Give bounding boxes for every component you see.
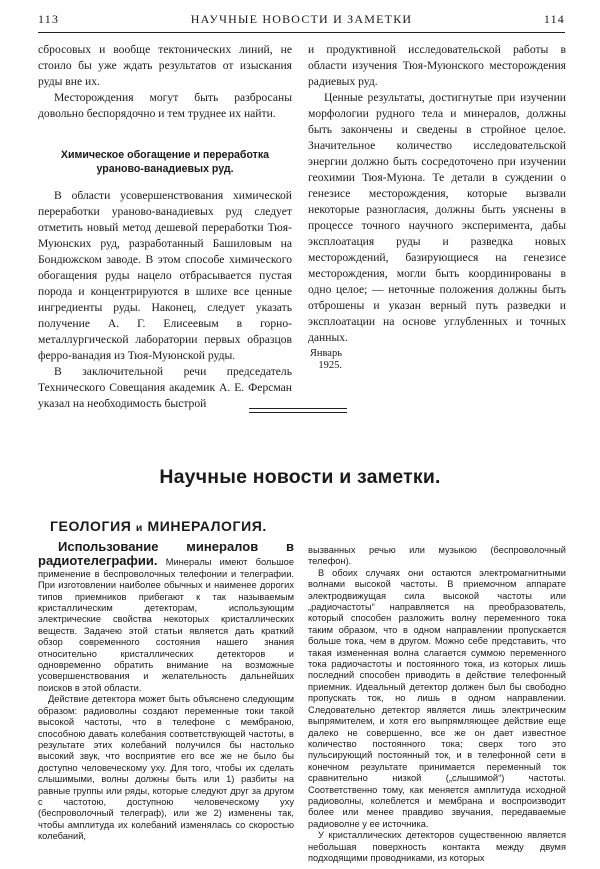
- conjunction: и: [135, 522, 143, 534]
- running-header: [38, 12, 565, 28]
- section-heading: Химическое обогащение и переработка ураново-ванадиевых руд.: [60, 149, 270, 175]
- section-divider: [249, 408, 347, 413]
- top-right-column: [308, 42, 566, 372]
- paragraph: и продуктивной исследовательской работы в области изучения Тюя-Муюнского месторождения радиевых руд.: [308, 43, 566, 88]
- geology-word: ГЕОЛОГИЯ: [50, 518, 132, 534]
- paragraph: В заключительной речи председатель Технического Совещания академик А. Е. Ферсман указал на необходимость быстрой: [38, 365, 292, 410]
- paragraph: сбросовых и вообще тектонических линий, не стоило бы уже ждать результатов от изыскания руды вне их.: [38, 43, 292, 88]
- article-text: Минералы имеют большое применение в беспроволочных телефонии и телеграфии. При изготовлении наиболее обычных и наименее дорогих типов приемников прибегают к так называемым кристаллическим детекторам, использующим электрические свойства некоторых кристаллических веществ. Задачею этой статьи является дать краткий обзор современного состояния нашего знания относительно кристаллических детекторов и одновременно обратить внимание на возможные усовершенствования и желательность дальнейших поисков в этой области.: [38, 557, 294, 693]
- paragraph: Месторождения могут быть разбросаны довольно беспорядочно и тем труднее их найти.: [38, 91, 292, 120]
- geology-section-title: [50, 518, 267, 534]
- paragraph: Действие детектора может быть объяснено следующим образом: радиоволны создают переменные токи такой высокой частоты, что в телефоне с мембраною, способною давать колебания соответствующей частоты, в результате этих колебаний получился бы настолько высокий звук, что восприятие его все же не было бы доступно человеческому уху. Для того, чтобы их сделать слышимыми, волны должны быть или 1) разбиты на равные группы или ряды, которые следуют друг за другом с частотою, доступною человеческому уху (беспроволочный телеграф), или же 2) изменены так, чтобы амплитуда их колебаний изменялась со скоростью колебаний,: [38, 694, 294, 842]
- article-first-paragraph: [38, 540, 294, 694]
- top-left-column: [38, 42, 292, 412]
- article-left-column: [38, 540, 294, 843]
- article-right-column: [308, 545, 566, 864]
- date-line: Январь 1925.: [309, 348, 342, 371]
- main-title: Научные новости и заметки.: [159, 466, 441, 488]
- article-title: Использование минералов в радиотелеграфии.: [38, 539, 294, 569]
- page-number-left: 113: [38, 12, 60, 26]
- paragraph: У кристаллических детекторов существенною является небольшая поверхность контакта между двумя подходящими проводниками, из которых: [308, 830, 566, 863]
- paragraph: вызванных речью или музыкою (беспроволочный телефон).: [308, 545, 566, 567]
- paragraph: В области усовершенствования химической переработки ураново-ванадиевых руд следует отметить новый метод дешевой переработки Тюя-Муюнских руд, разработанный Башиловым на Бондюжском заводе. В этом способе химического обогащения руды нацело отбрасывается пустая порода и концентрируются в шлихе все ценные ингредиенты руды. Наконец, следует указать получение А. Г. Елисеевым в горно-металлургической лаборатории первых образцов ферро-ванадия из Тюя-Муюнской руды.: [38, 189, 292, 362]
- running-title: НАУЧНЫЕ НОВОСТИ И ЗАМЕТКИ: [190, 12, 413, 26]
- page-number-right: 114: [543, 12, 565, 26]
- paragraph: Ценные результаты, достигнутые при изучении морфологии рудного тела и минералов, должны быть закончены и сведены в стройное целое. Значительное количество исследовательской энергии должно быть сосредоточено при изучении геохимии Тюя-Муюна. Те детали в суждении о генезисе месторождения, которые вызвали некоторые разногласия, должны быть уяснены в процессе точного научного эксперимента, дабы эксплоатация руды и разведка новых месторождений, базирующиеся на генезисе месторождения, могли быть координированы в одно целое; — неточные положения должны быть отброшены и указан верный путь разведки и эксплоатации на основе углубленных и точных данных.: [308, 91, 566, 344]
- mineralogy-word: МИНЕРАЛОГИЯ.: [147, 518, 267, 534]
- paragraph: В обоих случаях они остаются электромагнитными волнами высокой частоты. В приемочном аппарате электродвижущая сила высокой частоты или „радиочастоты“ направляется на преобразователь, который способен разложить волну переменного тока таким образом, что в одном направлении пропускается больше тока, чем в другом. Можно себе представить, что такая измененная волна слагается суммою переменного тока радиочастоты и постоянного тока, из которых лишь последний способен приводить в действие телефонный приемник. Идеальный детектор должен был бы свободно пропускать ток, но лишь в одном направлении. Следовательно детектор является лишь электрическим выпрямителем, и хотя его выпрямляющее действие еще далеко не совершенно, все же он дает известное количество постоянного тока; сверх того это пульсирующий постоянный ток, и в телефонной сети в конечном результате принимается переменный ток сравнительно низкой („слышимой“) частоты. Соответственно тому, как меняется амплитуда исходной радиоволны, колеблется и мембрана и воспроизводит более или менее правдиво звучания, передаваемые радиоволне у ее источника.: [308, 567, 566, 829]
- header-rule: [38, 32, 565, 33]
